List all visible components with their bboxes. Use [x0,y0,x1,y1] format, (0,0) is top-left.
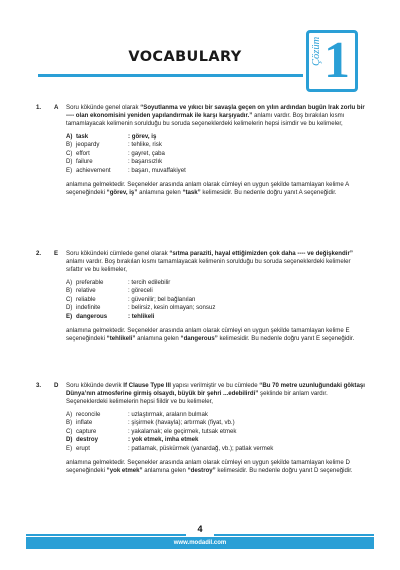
conclusion-part: anlamına gelmektedir. Seçenekler arasında anlam olarak cümleyi en uygun şekilde tamamlayan kelime A seçeneğindeki [66,180,349,196]
question-2 [36,250,366,343]
option-letter: E) [66,166,73,174]
option-word: preferable [76,278,104,286]
option-meaning: : tehlike, risk [128,141,162,149]
solution-label: Çözüm [311,36,322,66]
option-row [66,296,366,305]
question-3 [36,382,366,475]
option-meaning: : güvenilir; bel bağlanılan [128,295,196,303]
option-word: reconcile [76,410,101,418]
intro-text: anlamı vardır. Boş bırakılan kısmı tamamlayacak kelimenin sorulduğu bu soruda seçeneklerdeki kelimeler sıfattır ve bu kelimeler, [66,258,351,274]
conclusion-part: anlamına gelen [135,334,181,342]
option-letter: D) [66,436,73,444]
option-row [66,313,366,322]
option-row [66,436,366,445]
question-answer: E [54,250,59,257]
question-number: 3. [36,382,42,389]
question-number: 2. [36,250,42,257]
option-row [66,141,366,150]
option-row [66,304,366,313]
question-1 [36,104,366,197]
option-letter: D) [66,158,73,166]
intro-text: Soru kökünde devrik [66,382,124,389]
option-meaning: : yok etmek, imha etmek [128,436,199,444]
conclusion-highlight: “görev, iş” [106,188,138,196]
option-letter: B) [66,419,73,427]
conclusion-highlight: “destroy” [187,466,216,474]
option-word: dangerous [76,312,108,320]
intro-quote: “Soyutlanma ve yıkıcı bir savaşla geçen on yılın ardından bugün Irak zorlu bir ---- olan ekonomisini yeniden yapılandırmak ile karşı karşıyadır.” [66,104,365,120]
option-word: inflate [76,419,93,427]
option-row [66,411,366,420]
question-answer: D [54,382,59,389]
conclusion-part: kelimesidir. Bu nedenle doğru yanıt E seçeneğidir. [217,334,355,342]
option-meaning: : uzlaştırmak, araların bulmak [128,410,208,418]
option-meaning: : tercih edilebilir [128,278,171,286]
solution-number: 1 [324,32,350,89]
option-word: task [76,132,89,140]
intro-text: şeklinde bir anlam vardır. Seçeneklerdeki kelimelerin hepsi fiildir ve bu kelimeler, [66,390,328,406]
option-word: destroy [76,436,99,444]
option-letter: A) [66,410,73,418]
conclusion-text [66,459,366,475]
option-meaning: : belirsiz, kesin olmayan; sonsuz [128,304,216,312]
conclusion-text [66,181,366,197]
question-answer: A [54,104,59,111]
intro-text: yapısı verilmiştir ve bu cümlede [170,382,260,389]
conclusion-highlight: “yok etmek” [106,466,143,474]
option-letter: B) [66,141,73,149]
option-word: relative [76,287,96,295]
page-number: 4 [186,520,214,538]
option-letter: C) [66,427,73,435]
option-word: reliable [76,295,96,303]
conclusion-part: anlamına gelmektedir. Seçenekler arasında anlam olarak cümleyi en uygun şekilde tamamlayan kelime D seçeneğindeki [66,458,350,474]
option-meaning: : görev, iş [128,132,157,140]
options-list [66,133,366,176]
option-word: indefinite [76,304,101,312]
conclusion-highlight: “tehlikeli” [106,334,136,342]
option-meaning: : başarısızlık [128,158,163,166]
intro-quote: “sıtma paraziti, hayal ettiğimizden çok daha ---- ve değişkendir” [169,250,353,257]
option-meaning: : tehlikeli [128,312,155,320]
conclusion-part: anlamına gelen [137,188,183,196]
options-list [66,411,366,454]
option-letter: C) [66,295,73,303]
option-meaning: : şişirmek (havayla); artırmak (fiyat, vb.) [128,419,235,427]
option-letter: E) [66,312,73,320]
option-row [66,158,366,167]
intro-quote: If Clause Type III [123,382,171,389]
option-word: jeopardy [76,141,100,149]
options-list [66,279,366,322]
question-explanation [66,250,366,275]
conclusion-part: kelimesidir. Bu nedenle doğru yanıt D seçeneğidir. [215,466,353,474]
option-word: capture [76,427,97,435]
option-letter: C) [66,149,73,157]
header-divider [38,74,303,77]
option-meaning: : göreceli [128,287,153,295]
conclusion-part: anlamına gelen [142,466,188,474]
option-meaning: : yakalamak; ele geçirmek, tutsak etmek [128,427,237,435]
intro-text: Soru kökündeki cümlede genel olarak [66,250,170,257]
option-meaning: : başarı, muvaffakiyet [128,166,186,174]
intro-text: anlamı vardır. Boş bırakılan kısmı tamamlayacak kelimenin sorulduğu bu soruda seçeneklerdeki kelimelerin hepsi isimdir ve bu kelimeler, [66,112,345,128]
option-word: effort [76,149,90,157]
option-letter: A) [66,132,73,140]
option-row [66,133,366,142]
conclusion-highlight: “dangerous” [180,334,218,342]
option-letter: A) [66,278,73,286]
footer-bar [26,537,374,549]
option-word: erupt [76,444,90,452]
question-explanation [66,104,366,129]
conclusion-text [66,327,366,343]
option-row [66,287,366,296]
question-explanation [66,382,366,407]
option-row [66,279,366,288]
option-letter: D) [66,304,73,312]
question-number: 1. [36,104,42,111]
option-meaning: : gayret, çaba [128,149,165,157]
option-letter: E) [66,444,73,452]
conclusion-part: kelimesidir. Bu nedenle doğru yanıt A seçeneğidir. [200,188,337,196]
option-row [66,428,366,437]
option-row [66,419,366,428]
option-row [66,167,366,176]
footer-website[interactable]: www.modadil.com [173,540,227,546]
conclusion-highlight: “task” [182,188,201,196]
solution-badge [306,30,358,92]
conclusion-part: anlamına gelmektedir. Seçenekler arasında anlam olarak cümleyi en uygun şekilde tamamlayan kelime E seçeneğindeki [66,326,350,342]
option-word: achievement [76,166,111,174]
option-row [66,150,366,159]
option-meaning: : patlamak, püskürmek (yanardağ, vb.); patlak vermek [128,444,274,452]
option-letter: B) [66,287,73,295]
option-row [66,445,366,454]
option-word: failure [76,158,93,166]
intro-text: Soru kökünde genel olarak [66,104,141,111]
intro-quote: “Bu 70 metre uzunluğundaki göktaşı Dünya’nın atmosferine girmiş olsaydı, büyük bir şehri ...edebilirdi” [66,382,365,398]
page-title: VOCABULARY [128,49,242,65]
